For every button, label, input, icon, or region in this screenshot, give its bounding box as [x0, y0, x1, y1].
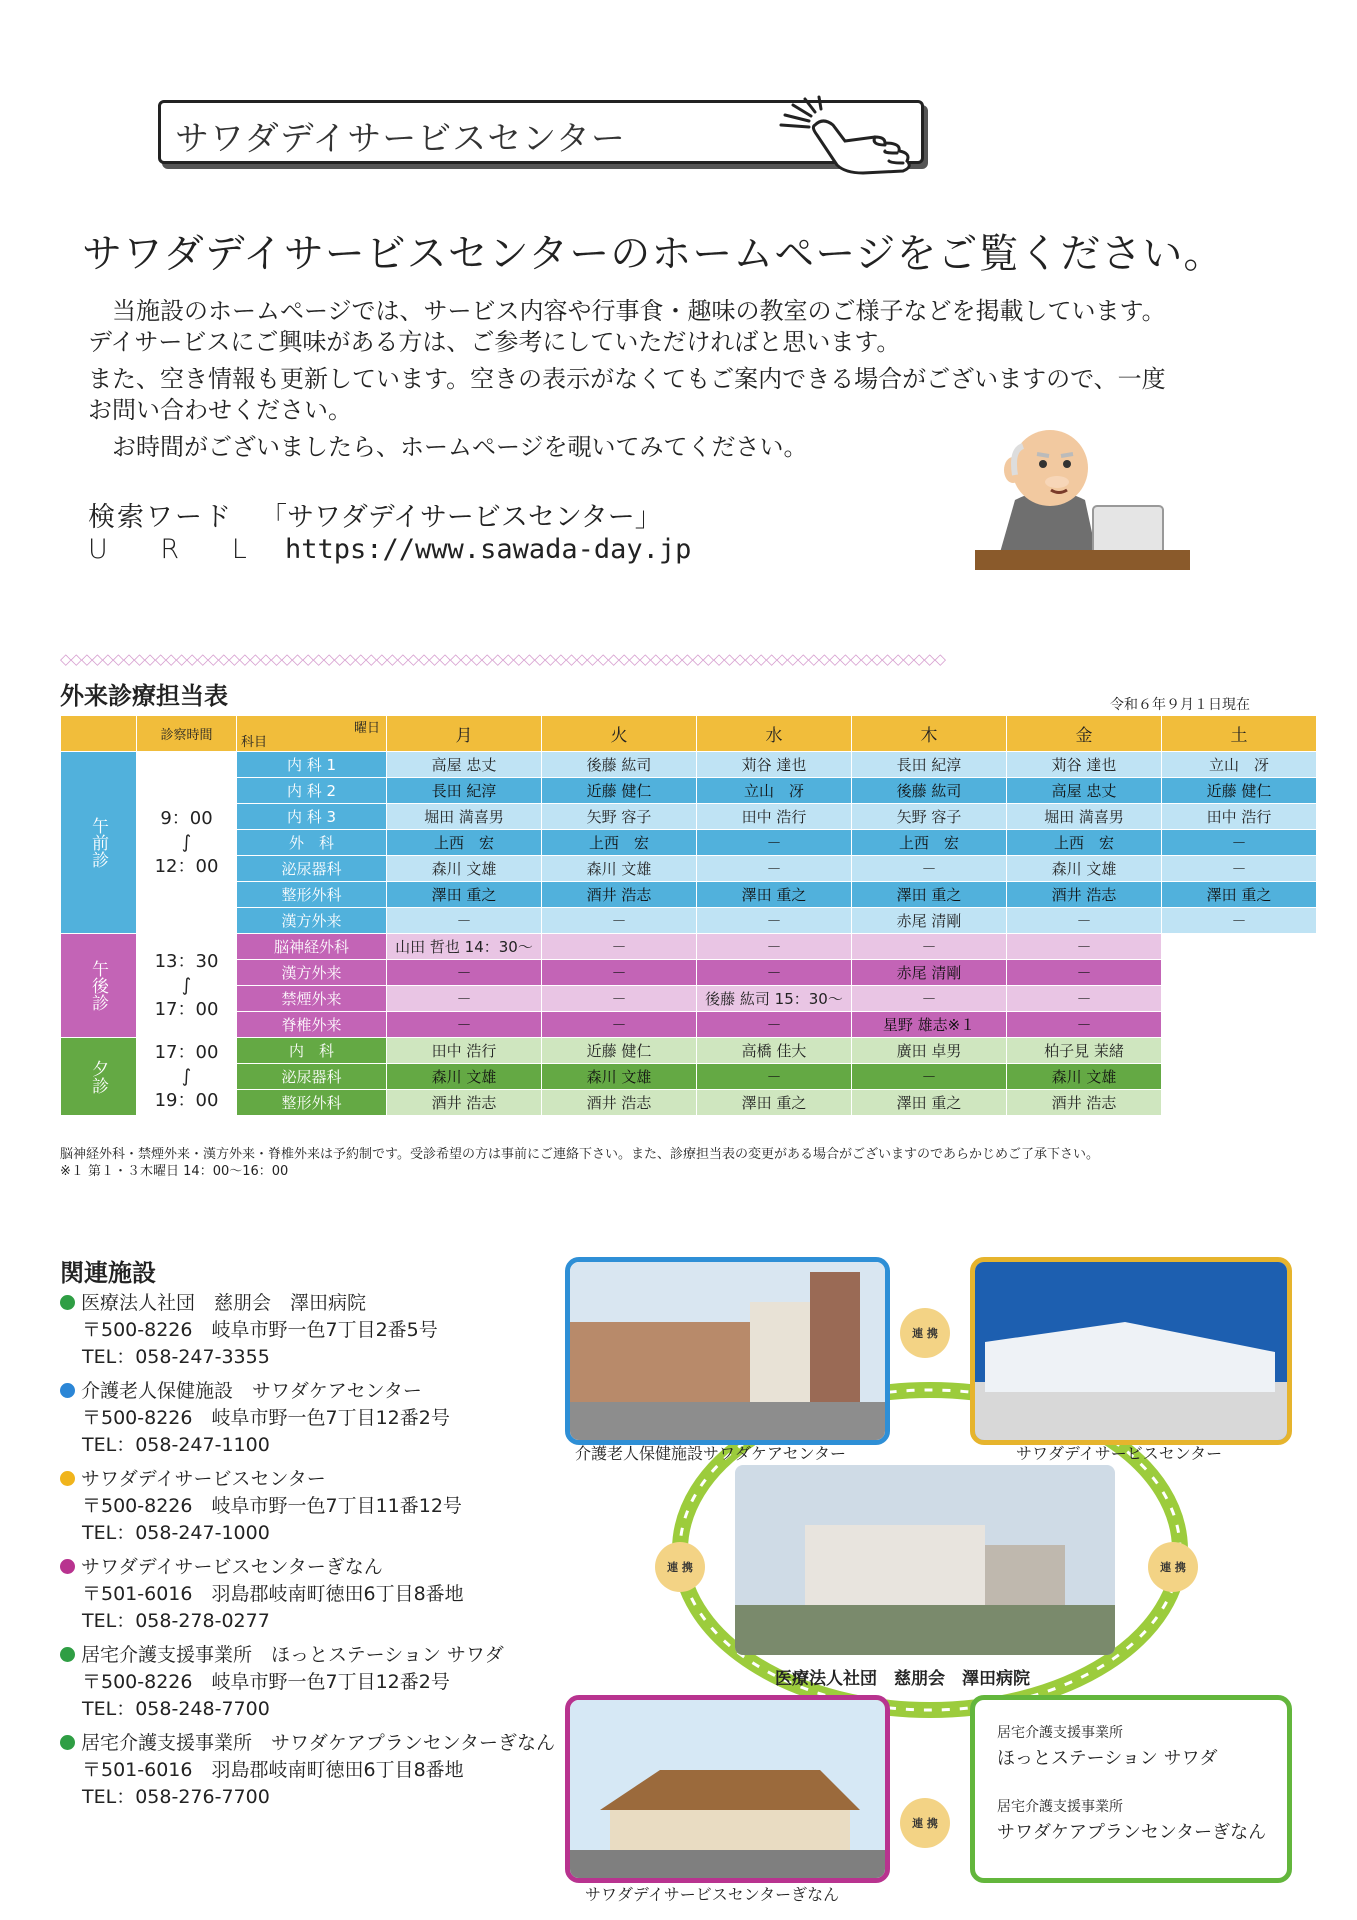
doctor-cell: 高屋 忠丈 [1007, 778, 1162, 804]
department-cell: 脊椎外来 [237, 1012, 387, 1038]
doctor-cell: 澤田 重之 [697, 882, 852, 908]
doctor-cell: － [542, 934, 697, 960]
pointing-hand-icon [771, 95, 921, 175]
facility-name-line [60, 1378, 450, 1405]
facility-name-line [60, 1642, 504, 1669]
period-label: 午前診 [61, 752, 137, 934]
kyotaku-2-name: サワダケアプランセンターぎなん [997, 1822, 1267, 1843]
keyword-label: 検索ワード [88, 502, 233, 533]
time-range [137, 934, 237, 1038]
facility-item [60, 1554, 464, 1635]
doctor-cell: 矢野 容子 [542, 804, 697, 830]
search-banner [158, 100, 924, 164]
department-cell: 整形外科 [237, 882, 387, 908]
facility-item [60, 1378, 450, 1459]
doctor-cell: － [1007, 908, 1162, 934]
doctor-cell: 澤田 重之 [1162, 882, 1317, 908]
facility-tel: TEL：058-248-7700 [82, 1698, 270, 1720]
department-cell: 脳神経外科 [237, 934, 387, 960]
department-cell: 内 科 3 [237, 804, 387, 830]
hospital-photo [735, 1465, 1115, 1655]
doctor-cell: 高屋 忠丈 [387, 752, 542, 778]
table-header-row [61, 716, 1317, 752]
building-photo [735, 1465, 1115, 1655]
schedule-title: 外来診療担当表 [60, 682, 228, 710]
doctor-cell: 矢野 容子 [852, 804, 1007, 830]
elderly-man-laptop-illustration [975, 420, 1195, 570]
doctor-cell: － [697, 856, 852, 882]
doctor-cell: 廣田 卓男 [852, 1038, 1007, 1064]
doctor-cell: － [1162, 908, 1317, 934]
bullet-dot-icon [60, 1735, 75, 1750]
doctor-cell: 森川 文雄 [542, 1064, 697, 1090]
link-badge: 連 携 [655, 1542, 705, 1592]
doctor-cell: － [387, 960, 542, 986]
doctor-cell: － [1007, 1012, 1162, 1038]
doctor-cell: 近藤 健仁 [1162, 778, 1317, 804]
doctor-cell: 近藤 健仁 [542, 778, 697, 804]
header-day: 土 [1162, 716, 1317, 752]
doctor-cell: 山田 哲也 14：30～ [387, 934, 542, 960]
link-badge: 連 携 [1148, 1542, 1198, 1592]
facility-item [60, 1642, 504, 1723]
facility-tel: TEL：058-247-1000 [82, 1522, 270, 1544]
day-service-photo [970, 1257, 1292, 1445]
doctor-cell: － [542, 986, 697, 1012]
table-row [61, 908, 1317, 934]
doctor-cell: － [697, 830, 852, 856]
facility-tel: TEL：058-276-7700 [82, 1786, 270, 1808]
doctor-cell: － [542, 1012, 697, 1038]
care-center-photo [565, 1257, 890, 1445]
header-day: 月 [387, 716, 542, 752]
department-cell: 整形外科 [237, 1090, 387, 1116]
doctor-cell: 長田 紀淳 [387, 778, 542, 804]
facility-address: 〒500-8226 岐阜市野一色7丁目12番2号 [82, 1407, 450, 1429]
department-cell: 泌尿器科 [237, 1064, 387, 1090]
time-value: 12：00 [154, 855, 219, 877]
time-value: 19：00 [154, 1089, 219, 1111]
headline: サワダデイサービスセンターのホームページをご覧ください。 [82, 231, 1225, 277]
table-row [61, 934, 1317, 960]
doctor-cell: 上西 宏 [542, 830, 697, 856]
table-row [61, 856, 1317, 882]
intro-paragraph-1: 当施設のホームページでは、サービス内容や行事食・趣味の教室のご様子などを掲載しています。 [112, 297, 1166, 325]
doctor-cell: 堀田 満喜男 [387, 804, 542, 830]
doctor-cell: 澤田 重之 [697, 1090, 852, 1116]
empty-cell [1162, 986, 1317, 1012]
doctor-cell: － [697, 908, 852, 934]
table-row [61, 1012, 1317, 1038]
header-day: 水 [697, 716, 852, 752]
doctor-cell: － [697, 1064, 852, 1090]
kyotaku-2-sub: 居宅介護支援事業所 [997, 1799, 1123, 1815]
doctor-cell: 森川 文雄 [387, 856, 542, 882]
doctor-cell: 長田 紀淳 [852, 752, 1007, 778]
intro-paragraph-4: お問い合わせください。 [88, 396, 352, 424]
doctor-cell: － [542, 908, 697, 934]
facility-item [60, 1730, 555, 1811]
facility-name-line [60, 1290, 438, 1317]
doctor-cell: － [542, 960, 697, 986]
doctor-cell: － [387, 1012, 542, 1038]
doctor-cell: 苅谷 達也 [697, 752, 852, 778]
department-cell: 外 科 [237, 830, 387, 856]
doctor-cell: 柏子見 茉緒 [1007, 1038, 1162, 1064]
doctor-cell: 澤田 重之 [852, 882, 1007, 908]
doctor-cell: 近藤 健仁 [542, 1038, 697, 1064]
doctor-cell: 酒井 浩志 [1007, 1090, 1162, 1116]
facility-name: 介護老人保健施設 サワダケアセンター [81, 1380, 422, 1402]
facility-address: 〒500-8226 岐阜市野一色7丁目2番5号 [82, 1319, 438, 1341]
kyotaku-box [970, 1695, 1292, 1883]
table-row [61, 752, 1317, 778]
intro-paragraph-2: デイサービスにご興味がある方は、ご参考にしていただければと思います。 [88, 328, 901, 356]
bullet-dot-icon [60, 1647, 75, 1662]
kyotaku-1-name: ほっとステーション サワダ [997, 1748, 1218, 1769]
doctor-cell: － [1007, 960, 1162, 986]
facility-name: 居宅介護支援事業所 サワダケアプランセンターぎなん [81, 1732, 556, 1754]
table-row [61, 778, 1317, 804]
doctor-cell: 酒井 浩志 [542, 1090, 697, 1116]
facility-name-line [60, 1730, 555, 1757]
keyword-value: 「サワダデイサービスセンター」 [260, 502, 662, 533]
empty-cell [1162, 934, 1317, 960]
outpatient-schedule-table [60, 715, 1317, 1116]
doctor-cell: － [387, 986, 542, 1012]
hospital-caption: 医療法人社団 慈朋会 澤田病院 [775, 1669, 1030, 1689]
table-row [61, 1064, 1317, 1090]
department-cell: 内 科 [237, 1038, 387, 1064]
empty-cell [1162, 1064, 1317, 1090]
doctor-cell: 田中 浩行 [1162, 804, 1317, 830]
table-row [61, 804, 1317, 830]
doctor-cell: 苅谷 達也 [1007, 752, 1162, 778]
doctor-cell: 堀田 満喜男 [1007, 804, 1162, 830]
facility-address: 〒500-8226 岐阜市野一色7丁目12番2号 [82, 1671, 450, 1693]
doctor-cell: 澤田 重之 [852, 1090, 1007, 1116]
intro-paragraph-3: また、空き情報も更新しています。空きの表示がなくてもご案内できる場合がございますので、一度 [88, 365, 1166, 393]
facility-address: 〒500-8226 岐阜市野一色7丁目11番12号 [82, 1495, 462, 1517]
doctor-cell: － [852, 986, 1007, 1012]
doctor-cell: 上西 宏 [852, 830, 1007, 856]
facility-tel: TEL：058-278-0277 [82, 1610, 270, 1632]
facility-name-line [60, 1466, 462, 1493]
facility-name: 居宅介護支援事業所 ほっとステーション サワダ [81, 1644, 504, 1666]
search-banner-text: サワダデイサービスセンター [175, 119, 626, 159]
kyotaku-1-sub: 居宅介護支援事業所 [997, 1725, 1123, 1741]
doctor-cell: 赤尾 清剛 [852, 960, 1007, 986]
building-photo [570, 1262, 885, 1440]
building-photo [975, 1262, 1287, 1440]
schedule-note: 脳神経外科・禁煙外来・漢方外来・脊椎外来は予約制です。受診希望の方は事前にご連絡下さい。また、診療担当表の変更がある場合がございますのであらかじめご了承下さい。 [60, 1147, 1099, 1162]
period-label: 夕診 [61, 1038, 137, 1116]
doctor-cell: － [1162, 856, 1317, 882]
time-range [137, 752, 237, 934]
table-row [61, 882, 1317, 908]
day-service-caption: サワダデイサービスセンター [1016, 1444, 1223, 1463]
doctor-cell: 星野 雄志※１ [852, 1012, 1007, 1038]
facility-item [60, 1290, 438, 1371]
bullet-dot-icon [60, 1559, 75, 1574]
table-row [61, 830, 1317, 856]
department-cell: 泌尿器科 [237, 856, 387, 882]
doctor-cell: 酒井 浩志 [1007, 882, 1162, 908]
facility-address: 〒501-6016 羽島郡岐南町徳田6丁目8番地 [82, 1759, 464, 1781]
empty-cell [1162, 960, 1317, 986]
doctor-cell: 上西 宏 [1007, 830, 1162, 856]
doctor-cell: － [852, 856, 1007, 882]
doctor-cell: 澤田 重之 [387, 882, 542, 908]
header-time: 診察時間 [137, 716, 237, 752]
empty-cell [1162, 1012, 1317, 1038]
doctor-cell: 酒井 浩志 [387, 1090, 542, 1116]
doctor-cell: － [852, 934, 1007, 960]
time-separator: ∫ [181, 1065, 192, 1087]
doctor-cell: － [387, 908, 542, 934]
doctor-cell: 赤尾 清剛 [852, 908, 1007, 934]
facility-name: サワダデイサービスセンターぎなん [81, 1556, 383, 1578]
table-row [61, 986, 1317, 1012]
time-value: 9：00 [160, 807, 213, 829]
link-badge: 連 携 [900, 1308, 950, 1358]
bullet-dot-icon [60, 1383, 75, 1398]
department-cell: 漢方外来 [237, 908, 387, 934]
doctor-cell: 高橋 佳大 [697, 1038, 852, 1064]
care-center-caption: 介護老人保健施設サワダケアセンター [575, 1444, 847, 1463]
header-day: 火 [542, 716, 697, 752]
intro-paragraph-5: お時間がございましたら、ホームページを覗いてみてください。 [112, 433, 808, 461]
schedule-footnote: ※１ 第１・３木曜日 14：00～16：00 [60, 1164, 289, 1179]
header-dept-day: 曜日 科目 [237, 716, 387, 752]
doctor-cell: 後藤 紘司 [852, 778, 1007, 804]
table-row [61, 1038, 1317, 1064]
doctor-cell: 森川 文雄 [1007, 1064, 1162, 1090]
time-range [137, 1038, 237, 1116]
facility-tel: TEL：058-247-3355 [82, 1346, 270, 1368]
doctor-cell: － [1162, 830, 1317, 856]
facility-name: 医療法人社団 慈朋会 澤田病院 [81, 1292, 367, 1314]
doctor-cell: 立山 冴 [1162, 752, 1317, 778]
doctor-cell: － [697, 1012, 852, 1038]
department-cell: 内 科 1 [237, 752, 387, 778]
facility-address: 〒501-6016 羽島郡岐南町徳田6丁目8番地 [82, 1583, 464, 1605]
schedule-date: 令和６年９月１日現在 [1110, 697, 1250, 713]
doctor-cell: 後藤 紘司 15：30～ [697, 986, 852, 1012]
doctor-cell: － [697, 934, 852, 960]
doctor-cell: － [697, 960, 852, 986]
doctor-cell: 森川 文雄 [387, 1064, 542, 1090]
header-blank [61, 716, 137, 752]
header-day: 金 [1007, 716, 1162, 752]
facility-name-line [60, 1554, 464, 1581]
doctor-cell: 後藤 紘司 [542, 752, 697, 778]
header-day: 木 [852, 716, 1007, 752]
doctor-cell: － [1007, 986, 1162, 1012]
time-value: 17：00 [154, 998, 219, 1020]
period-label: 午後診 [61, 934, 137, 1038]
doctor-cell: 森川 文雄 [1007, 856, 1162, 882]
diamond-divider: ◇◇◇◇◇◇◇◇◇◇◇◇◇◇◇◇◇◇◇◇◇◇◇◇◇◇◇◇◇◇◇◇◇◇◇◇◇◇◇◇◇◇◇◇◇◇◇◇◇◇◇◇◇◇◇◇◇◇◇◇◇◇◇◇◇◇◇◇◇◇◇◇◇◇◇◇◇◇◇◇◇◇◇◇ [60, 650, 945, 666]
facilities-title: 関連施設 [60, 1259, 156, 1287]
bullet-dot-icon [60, 1471, 75, 1486]
department-cell: 禁煙外来 [237, 986, 387, 1012]
bullet-dot-icon [60, 1295, 75, 1310]
department-cell: 内 科 2 [237, 778, 387, 804]
doctor-cell: 田中 浩行 [387, 1038, 542, 1064]
table-row [61, 1090, 1317, 1116]
doctor-cell: － [1007, 934, 1162, 960]
ginan-photo [565, 1695, 890, 1883]
url-label: U R L [88, 534, 269, 565]
facility-name: サワダデイサービスセンター [81, 1468, 326, 1490]
doctor-cell: － [852, 1064, 1007, 1090]
doctor-cell: 上西 宏 [387, 830, 542, 856]
time-value: 13：30 [154, 950, 219, 972]
doctor-cell: 田中 浩行 [697, 804, 852, 830]
ginan-caption: サワダデイサービスセンターぎなん [585, 1885, 840, 1904]
table-row [61, 960, 1317, 986]
department-cell: 漢方外来 [237, 960, 387, 986]
empty-cell [1162, 1090, 1317, 1116]
time-value: 17：00 [154, 1041, 219, 1063]
doctor-cell: 立山 冴 [697, 778, 852, 804]
time-separator: ∫ [181, 974, 192, 996]
url-link[interactable]: https://www.sawada-day.jp [285, 534, 692, 565]
doctor-cell: 森川 文雄 [542, 856, 697, 882]
facility-tel: TEL：058-247-1100 [82, 1434, 270, 1456]
time-separator: ∫ [181, 831, 192, 853]
building-photo [570, 1700, 885, 1878]
link-badge: 連 携 [900, 1798, 950, 1848]
facility-item [60, 1466, 462, 1547]
doctor-cell: 酒井 浩志 [542, 882, 697, 908]
empty-cell [1162, 1038, 1317, 1064]
